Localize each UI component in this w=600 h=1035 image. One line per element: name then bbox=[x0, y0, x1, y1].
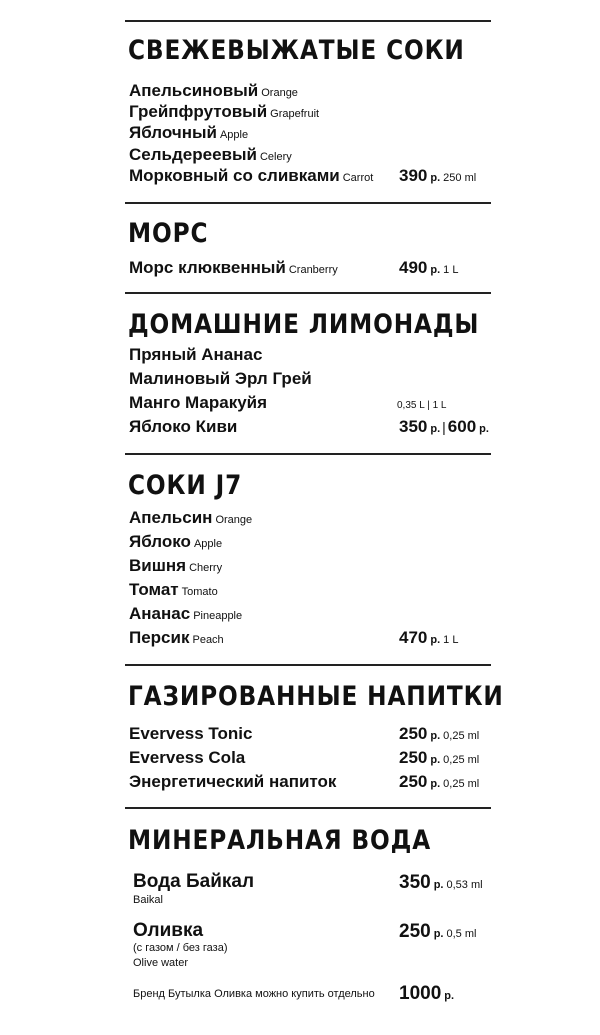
menu-item-subtitle: Olive water bbox=[133, 957, 189, 969]
menu-item: Томат Tomato bbox=[129, 580, 218, 599]
menu-item: Сельдереевый Celery bbox=[129, 145, 292, 164]
menu-item: Яблоко Apple bbox=[129, 532, 223, 551]
footer-note: Бренд Бутылка Оливка можно купить отдельно bbox=[133, 988, 375, 1000]
section-title-fresh-juices: СВЕЖЕВЫЖАТЫЕ СОКИ bbox=[128, 35, 465, 66]
price-j7: 470 р. 1 L bbox=[399, 628, 459, 647]
price-item: 250 р. 0,5 ml bbox=[399, 921, 477, 942]
section-title-j7: СОКИ J7 bbox=[128, 470, 243, 501]
price-item: 250 р. 0,25 ml bbox=[399, 724, 480, 743]
menu-item: Яблочный Apple bbox=[129, 123, 249, 142]
section-title-sodas: ГАЗИРОВАННЫЕ НАПИТКИ bbox=[128, 681, 504, 712]
menu-item: Морковный со сливками Carrot bbox=[129, 166, 374, 185]
menu-item: Evervess Tonic bbox=[129, 724, 253, 743]
menu-item: Персик Peach bbox=[129, 628, 224, 647]
divider bbox=[125, 292, 491, 294]
menu-item: Малиновый Эрл Грей bbox=[129, 369, 312, 388]
menu-item: Ананас Pineapple bbox=[129, 604, 243, 623]
menu-item: Вода Байкал bbox=[133, 871, 255, 892]
divider bbox=[125, 664, 491, 666]
price-footer: 1000 р. bbox=[399, 983, 455, 1004]
divider bbox=[125, 202, 491, 204]
divider bbox=[125, 20, 491, 22]
menu-item-subtitle: (с газом / без газа) bbox=[133, 942, 228, 954]
price-lemonades: 350 р. | 600 р. bbox=[399, 417, 489, 436]
menu-item-subtitle: Baikal bbox=[133, 894, 163, 906]
section-title-mors: МОРС bbox=[128, 218, 209, 249]
menu-item: Яблоко Киви bbox=[129, 417, 238, 436]
price-item: 350 р. 0,53 ml bbox=[399, 872, 483, 893]
menu-item: Оливка bbox=[133, 920, 204, 941]
price-item: 250 р. 0,25 ml bbox=[399, 772, 480, 791]
divider bbox=[125, 453, 491, 455]
section-title-lemonades: ДОМАШНИЕ ЛИМОНАДЫ bbox=[128, 309, 480, 340]
menu-item: Апельсин Orange bbox=[129, 508, 253, 527]
price-item: 250 р. 0,25 ml bbox=[399, 748, 480, 767]
section-title-water: МИНЕРАЛЬНАЯ ВОДА bbox=[128, 825, 432, 856]
menu-item: Манго Маракуйя bbox=[129, 393, 268, 412]
menu-item: Энергетический напиток bbox=[129, 772, 337, 791]
menu-item: Апельсиновый Orange bbox=[129, 81, 298, 100]
menu-item: Вишня Cherry bbox=[129, 556, 223, 575]
price-mors: 490 р. 1 L bbox=[399, 258, 459, 277]
menu-item: Морс клюквенный Cranberry bbox=[129, 258, 338, 277]
volume-note: 0,35 L | 1 L bbox=[397, 400, 447, 411]
menu-item: Evervess Cola bbox=[129, 748, 246, 767]
menu-item: Грейпфрутовый Grapefruit bbox=[129, 102, 320, 121]
price-fresh-juices: 390 р. 250 ml bbox=[399, 166, 477, 185]
menu-item: Пряный Ананас bbox=[129, 345, 263, 364]
divider bbox=[125, 807, 491, 809]
